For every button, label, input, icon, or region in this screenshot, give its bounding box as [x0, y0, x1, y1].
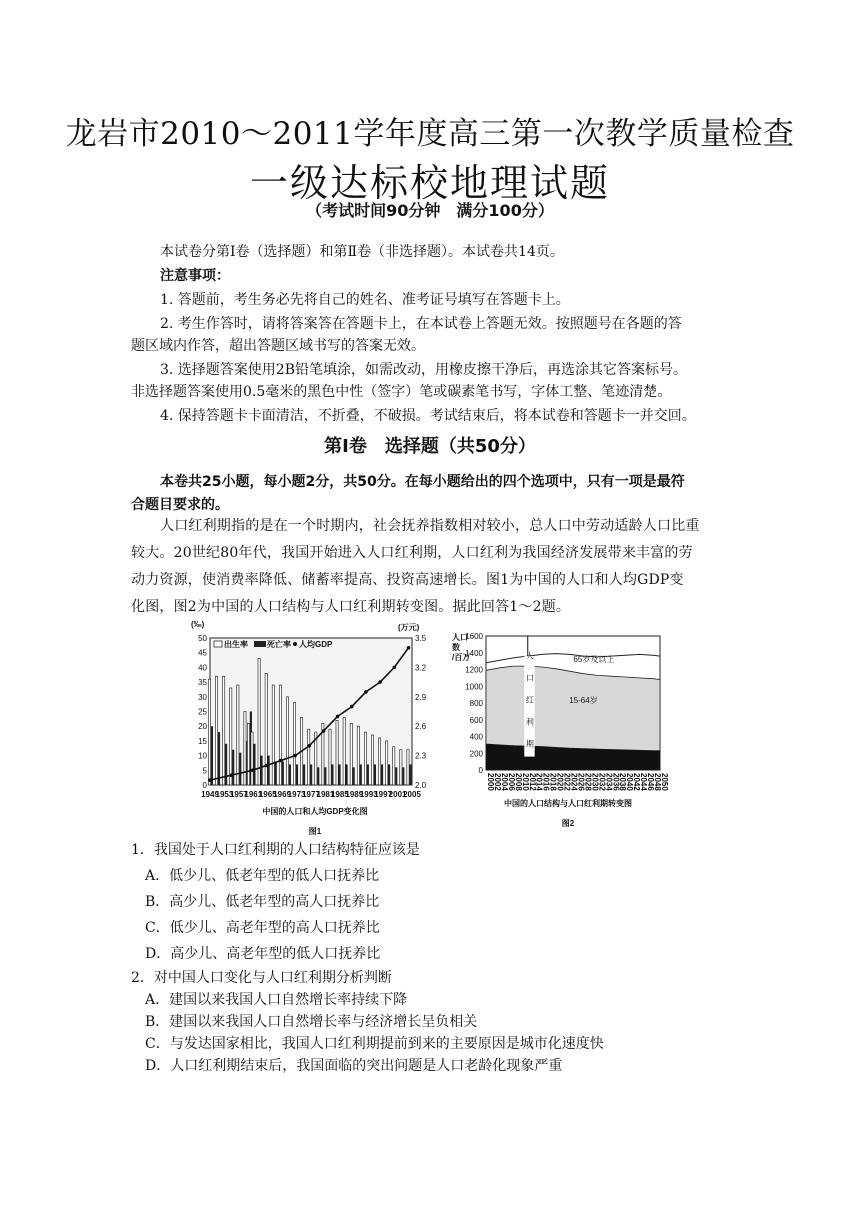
y-tick-label: 1400 — [465, 648, 483, 658]
exam-title-line1: 龙岩市2010～2011学年度高三第一次教学质量检查 — [65, 116, 795, 152]
notice-item-2-cont: 题区域内作答，超出答题区域书写的答案无效。 — [131, 338, 425, 354]
question-1-option-d: D．高少儿、高老年型的低人口抚养比 — [145, 946, 381, 962]
legend-gdp-label: 人均GDP — [299, 640, 333, 649]
exam-title-line2: 一级达标校地理试题 — [249, 161, 610, 205]
birth-rate-bar — [251, 732, 253, 785]
death-rate-bar — [353, 767, 355, 785]
gdp-point — [336, 715, 340, 719]
death-rate-bar — [225, 744, 227, 785]
x-tick-label: 2050 — [660, 773, 669, 791]
dividend-period-label-char: 红 — [525, 695, 534, 705]
x-tick-label: 2034 — [604, 773, 614, 791]
y2-tick-label: 2.6 — [415, 722, 427, 732]
gdp-point — [350, 705, 354, 709]
y-tick-label: 40 — [198, 663, 207, 673]
notice-item-3-cont: 非选择题答案使用0.5毫米的黑色中性（签字）笔或碳素笔书写，字体工整、笔迹清楚。 — [131, 384, 672, 400]
x-tick-label: 2028 — [583, 773, 593, 791]
x-tick-label: 1953 — [215, 790, 234, 799]
question-1-option-b: B．高少儿、低老年型的高人口抚养比 — [145, 894, 380, 910]
y-tick-label: 5 — [202, 766, 207, 776]
birth-rate-bar — [400, 750, 402, 785]
question-2-option-a: A．建国以来我国人口自然增长率持续下降 — [145, 992, 408, 1008]
birth-rate-bar — [336, 720, 338, 785]
legend-gdp-marker — [293, 642, 297, 646]
birth-rate-bar — [230, 688, 232, 785]
gdp-point — [293, 754, 297, 758]
x-tick-label: 1977 — [302, 790, 320, 799]
y-tick-label: 0 — [202, 781, 207, 790]
birth-rate-bar — [215, 676, 217, 785]
death-rate-bar — [282, 761, 284, 785]
death-rate-bar — [275, 761, 277, 785]
x-tick-label: 1965 — [258, 790, 277, 799]
figure-1-label: 图1 — [308, 827, 322, 836]
question-1-stem: 1．我国处于人口红利期的人口结构特征应该是 — [131, 842, 420, 858]
figure-1 — [190, 618, 440, 838]
y-tick-label: 10 — [198, 751, 207, 761]
y-axis-label-part3: /百万 — [452, 653, 471, 662]
legend-death-swatch — [254, 641, 266, 647]
death-rate-bar — [360, 764, 362, 785]
x-tick-label: 1989 — [345, 790, 364, 799]
birth-rate-bar — [371, 735, 373, 785]
y-tick-label: 200 — [469, 749, 483, 759]
x-tick-label: 1949 — [201, 790, 219, 799]
birth-rate-bar — [244, 712, 246, 786]
x-tick-label: 2005 — [403, 790, 421, 799]
death-rate-bar — [367, 764, 369, 785]
birth-rate-bar — [407, 750, 409, 785]
material-line-4: 化图，图2为中国的人口结构与人口红利期转变图。据此回答1～2题。 — [131, 599, 571, 615]
y-tick-label: 400 — [469, 732, 483, 742]
birth-rate-bar — [258, 659, 260, 785]
y-tick-label: 50 — [198, 634, 207, 643]
birth-rate-bar — [293, 703, 295, 785]
x-tick-label: 2022 — [562, 773, 572, 791]
x-tick-label: 2006 — [506, 773, 516, 791]
y-tick-label: 20 — [198, 722, 207, 732]
legend-birth-swatch — [214, 641, 222, 647]
gdp-point — [307, 744, 311, 748]
x-tick-label: 1997 — [374, 790, 393, 799]
death-rate-bar — [402, 767, 404, 785]
gdp-point — [378, 680, 382, 684]
y-tick-label: 25 — [198, 707, 207, 717]
dividend-period-label-char: 人 — [525, 651, 534, 661]
birth-rate-bar — [393, 747, 395, 785]
y2-tick-label: 2.0 — [415, 781, 427, 790]
birth-rate-bar — [286, 697, 288, 785]
birth-rate-bar — [379, 738, 381, 785]
material-line-3: 动力资源，使消费率降低、储蓄率提高、投资高速增长。图1为中国的人口和人均GDP变 — [131, 572, 684, 588]
dividend-period-label-char: 期 — [525, 739, 534, 749]
y-tick-label: 45 — [198, 648, 207, 658]
x-tick-label: 2008 — [513, 773, 523, 791]
death-rate-bar — [239, 753, 241, 785]
intro-paragraph: 本试卷分第Ⅰ卷（选择题）和第Ⅱ卷（非选择题）。本试卷共14页。 — [160, 244, 564, 260]
birth-rate-bar — [247, 723, 249, 785]
birth-rate-bar — [343, 717, 345, 785]
x-tick-label: 1981 — [316, 790, 335, 799]
gdp-point — [208, 778, 212, 782]
birth-rate-bar — [357, 726, 359, 785]
death-rate-bar — [211, 726, 213, 785]
x-tick-label: 1985 — [330, 790, 349, 799]
birth-rate-bar — [208, 679, 210, 785]
x-tick-label: 1961 — [244, 790, 263, 799]
x-tick-label: 2000 — [486, 773, 495, 791]
death-rate-bar — [253, 744, 255, 785]
material-line-2: 较大。20世纪80年代，我国开始进入人口红利期，人口红利为我国经济发展带来丰富的劳 — [131, 545, 693, 561]
question-1-option-a: A．低少儿、低老年型的低人口抚养比 — [145, 868, 380, 884]
x-tick-label: 2002 — [492, 773, 502, 791]
x-tick-label: 2018 — [548, 773, 558, 791]
gdp-point — [265, 764, 269, 768]
y-tick-label: 1000 — [465, 682, 483, 692]
series-label-15-64: 15-64岁 — [569, 696, 598, 705]
x-tick-label: 2001 — [388, 790, 407, 799]
dividend-period-label-char: 利 — [525, 717, 534, 727]
figure-2-chart — [448, 628, 668, 834]
x-tick-label: 2030 — [590, 773, 600, 791]
y-tick-label: 35 — [198, 678, 207, 688]
death-rate-bar — [345, 764, 347, 785]
figure-1-caption: 中国的人口和人均GDP变化图 — [262, 807, 368, 816]
birth-rate-bar — [279, 685, 281, 785]
y2-tick-label: 2.3 — [415, 751, 427, 761]
section-title: 第Ⅰ卷 选择题（共50分） — [324, 436, 536, 457]
dividend-period-label-char: 口 — [525, 673, 534, 683]
y-tick-label: 15 — [198, 736, 207, 746]
y-tick-label: 600 — [469, 715, 483, 725]
working-age-area — [486, 666, 660, 751]
question-2-stem: 2．对中国人口变化与人口红利期分析判断 — [131, 970, 392, 986]
gdp-point — [407, 646, 411, 650]
gdp-point — [251, 769, 255, 773]
birth-rate-bar — [350, 723, 352, 785]
question-2-option-c: C．与发达国家相比，我国人口红利期提前到来的主要原因是城市化速度快 — [145, 1036, 604, 1052]
y2-axis-unit-label: (万元) — [398, 623, 420, 632]
figure-2-label: 图2 — [561, 819, 575, 828]
death-rate-bar — [331, 764, 333, 785]
birth-rate-bar — [237, 685, 239, 785]
notice-item-4: 4. 保持答题卡卡面清洁，不折叠，不破损。考试结束后，将本试卷和答题卡一并交回。 — [160, 408, 696, 424]
death-rate-bar — [303, 764, 305, 785]
x-tick-label: 1993 — [359, 790, 378, 799]
x-tick-label: 2016 — [541, 773, 551, 791]
x-tick-label: 2048 — [653, 773, 663, 791]
x-tick-label: 2038 — [618, 773, 628, 791]
death-rate-bar — [260, 756, 262, 785]
death-rate-bar — [409, 764, 411, 785]
y2-tick-label: 3.5 — [415, 634, 427, 643]
death-rate-bar — [289, 764, 291, 785]
birth-rate-bar — [223, 676, 225, 785]
death-rate-bar — [296, 764, 298, 785]
x-tick-label: 2032 — [597, 773, 607, 791]
death-rate-bar — [381, 764, 383, 785]
death-rate-bar — [324, 767, 326, 785]
x-tick-label: 2020 — [555, 773, 565, 791]
material-line-1: 人口红利期指的是在一个时期内，社会抚养指数相对较小，总人口中劳动适龄人口比重 — [160, 518, 700, 534]
x-tick-label: 1957 — [229, 790, 248, 799]
x-tick-label: 2012 — [527, 773, 537, 791]
death-rate-bar — [374, 764, 376, 785]
y2-tick-label: 3.2 — [415, 663, 427, 673]
series-label-0-14: 0-14岁 — [550, 751, 575, 761]
gdp-point — [322, 729, 326, 733]
y-axis-label-part2: 数 — [452, 643, 460, 652]
death-rate-bar — [232, 750, 234, 785]
birth-rate-bar — [265, 673, 267, 785]
gdp-point — [279, 759, 283, 763]
notice-heading: 注意事项： — [160, 268, 230, 284]
x-tick-label: 2004 — [499, 773, 509, 791]
y-tick-label: 30 — [198, 692, 207, 702]
legend-birth-label: 出生率 — [224, 640, 248, 649]
y-tick-label: 1200 — [465, 665, 483, 675]
x-tick-label: 2036 — [611, 773, 621, 791]
gdp-point — [392, 666, 396, 670]
y-tick-label: 800 — [469, 699, 483, 708]
x-tick-label: 2024 — [569, 773, 579, 791]
notice-item-1: 1. 答题前，考生务必先将自己的姓名、准考证号填写在答题卡上。 — [160, 292, 570, 308]
gdp-point — [364, 690, 368, 694]
birth-rate-bar — [329, 729, 331, 785]
section-desc-cont: 合题目要求的。 — [131, 497, 229, 513]
notice-item-3: 3. 选择题答案使用2B铅笔填涂，如需改动，用橡皮擦干净后，再选涂其它答案标号。 — [160, 362, 688, 378]
y-axis-label-part1: 人口 — [452, 633, 468, 642]
figure-2 — [448, 628, 668, 834]
section-desc: 本卷共25小题，每小题2分，共50分。在每小题给出的四个选项中，只有一项是最符 — [160, 474, 685, 490]
question-2-option-d: D．人口红利期结束后，我国面临的突出问题是人口老龄化现象严重 — [145, 1058, 563, 1074]
x-tick-label: 2014 — [534, 773, 544, 791]
birth-rate-bar — [364, 732, 366, 785]
x-tick-label: 2026 — [576, 773, 586, 791]
death-rate-bar — [268, 756, 270, 785]
series-label-65plus: 65岁及以上 — [573, 654, 615, 664]
death-rate-bar — [395, 767, 397, 785]
x-tick-label: 2044 — [639, 773, 649, 791]
x-tick-label: 2010 — [520, 773, 530, 791]
figure-2-caption: 中国的人口结构与人口红利期转变图 — [504, 799, 632, 808]
x-tick-label: 2046 — [646, 773, 656, 791]
death-rate-bar — [388, 764, 390, 785]
y-axis-unit-label: (‰) — [191, 620, 205, 629]
death-rate-bar — [338, 764, 340, 785]
x-tick-label: 2040 — [625, 773, 635, 791]
exam-subtitle: （考试时间90分钟 满分100分） — [306, 201, 554, 220]
death-rate-bar — [310, 764, 312, 785]
question-2-option-b: B．建国以来我国人口自然增长率与经济增长呈负相关 — [145, 1014, 478, 1030]
question-1-option-c: C．低少儿、高老年型的高人口抚养比 — [145, 920, 380, 936]
x-tick-label: 2042 — [632, 773, 642, 791]
birth-rate-bar — [308, 729, 310, 785]
birth-rate-bar — [272, 685, 274, 785]
y-tick-label: 0 — [478, 766, 483, 775]
death-rate-bar — [317, 767, 319, 785]
x-tick-label: 1973 — [287, 790, 306, 799]
notice-item-2: 2. 考生作答时，请将答案答在答题卡上，在本试卷上答题无效。按照题号在各题的答 — [160, 316, 682, 332]
gdp-point — [229, 773, 233, 777]
birth-rate-bar — [386, 741, 388, 785]
figure-1-chart — [190, 618, 440, 838]
y2-tick-label: 2.9 — [415, 692, 427, 702]
y-tick-label: 1600 — [465, 632, 483, 641]
x-tick-label: 1969 — [273, 790, 292, 799]
legend-death-label: 死亡率 — [267, 640, 291, 649]
